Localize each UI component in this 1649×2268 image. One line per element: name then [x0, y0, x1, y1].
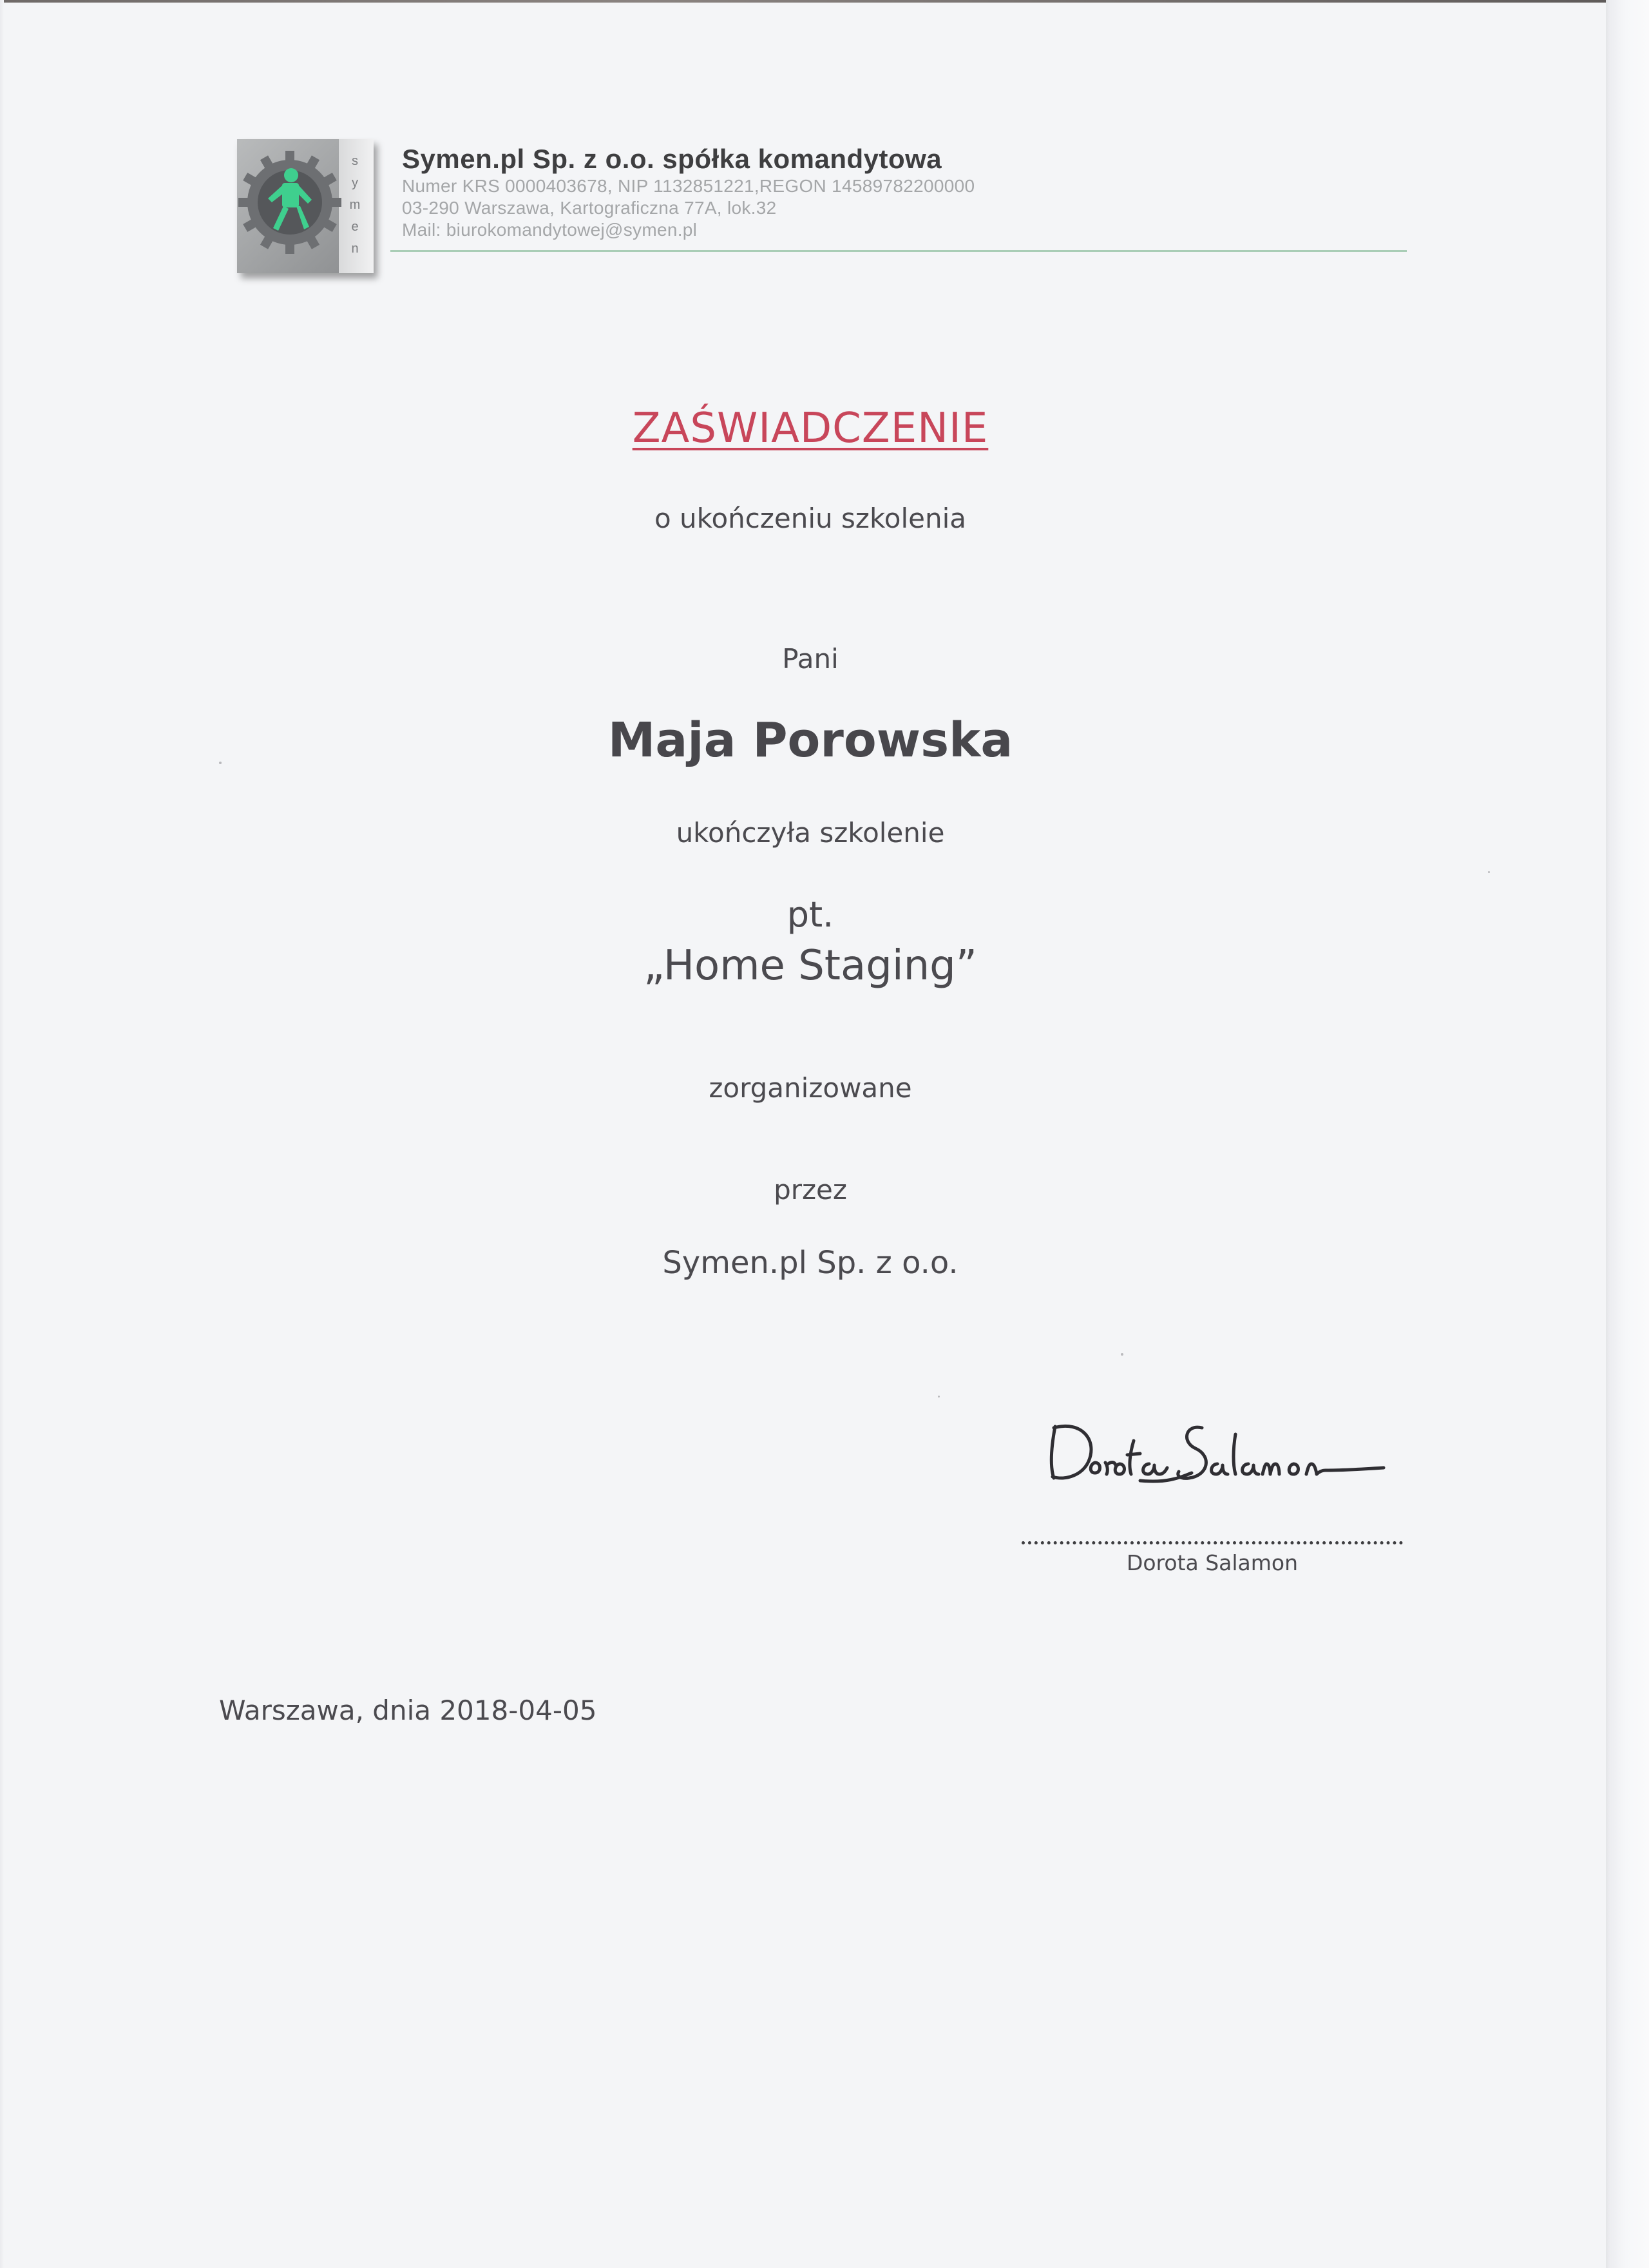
signature-dotted-line — [1022, 1541, 1403, 1544]
scan-speck — [938, 1396, 940, 1398]
gear-figure-icon — [237, 139, 374, 273]
salutation: Pani — [782, 643, 839, 675]
company-registry: Numer KRS 0000403678, NIP 1132851221,REGON 14589782200000 — [402, 176, 975, 196]
scan-speck — [1121, 1353, 1123, 1356]
scan-top-strip — [0, 0, 1606, 3]
header-rule — [390, 250, 1407, 252]
company-info — [402, 143, 1407, 241]
company-name: Symen.pl Sp. z o.o. spółka komandytowa — [402, 144, 942, 174]
scan-left-edge — [0, 0, 4, 2268]
company-logo — [237, 139, 374, 273]
svg-text:m: m — [349, 198, 361, 212]
course-name: „Home Staging” — [643, 942, 977, 990]
company-address: 03-290 Warszawa, Kartograficzna 77A, lok.32 — [402, 198, 777, 218]
organizer-name: Symen.pl Sp. z o.o. — [662, 1245, 958, 1281]
certificate-subtitle: o ukończeniu szkolenia — [654, 503, 967, 534]
scan-speck — [219, 762, 222, 764]
scan-speck — [1488, 871, 1490, 873]
certificate-title: ZAŚWIADCZENIE — [632, 405, 989, 452]
svg-text:s: s — [352, 154, 358, 168]
handwritten-signature — [1044, 1408, 1391, 1492]
svg-text:y: y — [352, 176, 358, 190]
svg-text:n: n — [351, 242, 359, 256]
completed-text: ukończyła szkolenie — [676, 817, 945, 849]
pt-label: pt. — [786, 894, 834, 935]
by-text: przez — [774, 1174, 847, 1206]
organized-text: zorganizowane — [709, 1072, 912, 1104]
svg-text:e: e — [351, 220, 359, 234]
place-and-date: Warszawa, dnia 2018-04-05 — [219, 1695, 597, 1726]
scan-edge — [1606, 0, 1649, 2268]
company-mail: Mail: biurokomandytowej@symen.pl — [402, 220, 698, 240]
person-name: Maja Porowska — [607, 713, 1013, 768]
signatory-name: Dorota Salamon — [1126, 1550, 1299, 1575]
